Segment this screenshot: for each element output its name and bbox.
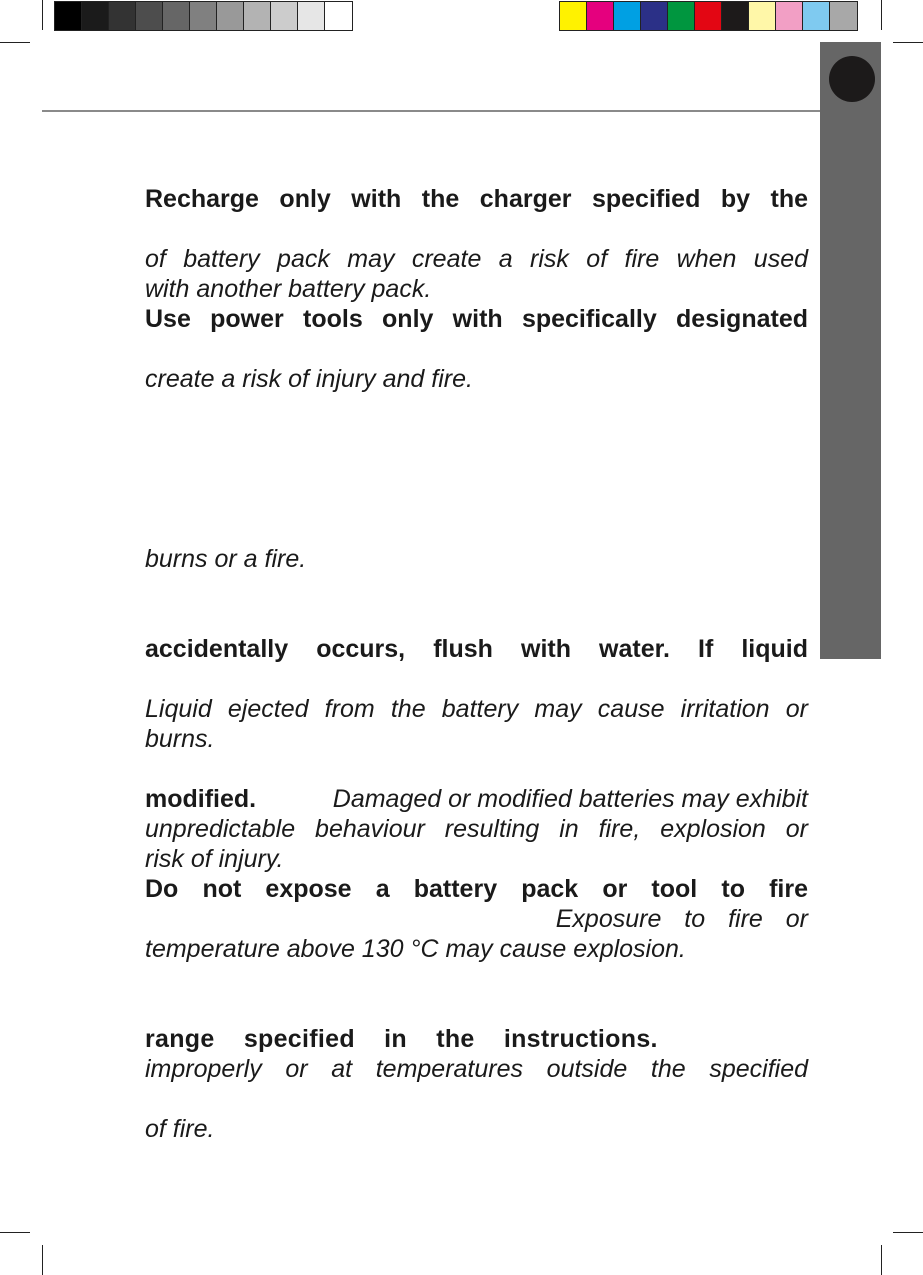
text-line: burns or a fire. — [145, 545, 307, 573]
text-line: range specified in the instructions. — [145, 1025, 658, 1053]
text-line: Recharge only with the charger specified by the — [145, 185, 808, 213]
crop-mark — [0, 1232, 30, 1233]
text-line: Exposure to fire or — [555, 905, 808, 933]
gray-swatch — [82, 2, 109, 30]
gray-swatch — [325, 2, 352, 30]
text-line: unpredictable behaviour resulting in fire, explosion or — [145, 815, 808, 843]
color-swatch — [749, 2, 776, 30]
crop-mark — [42, 0, 43, 30]
header-rule — [42, 110, 820, 112]
gray-swatch — [109, 2, 136, 30]
crop-mark — [881, 1245, 882, 1275]
text-line: of battery pack may create a risk of fire when used — [145, 245, 808, 273]
text-line: Liquid ejected from the battery may cause irritation or — [145, 695, 808, 723]
color-swatch — [830, 2, 857, 30]
text-line: Do not expose a battery pack or tool to fire — [145, 875, 808, 903]
crop-mark — [0, 42, 30, 43]
text-line: burns. — [145, 725, 215, 753]
text-line — [145, 784, 808, 814]
gray-swatch — [271, 2, 298, 30]
text-line: with another battery pack. — [145, 275, 432, 303]
gray-swatch — [217, 2, 244, 30]
text-line: of fire. — [145, 1115, 215, 1143]
section-marker-dot — [829, 56, 875, 102]
gray-swatch — [298, 2, 325, 30]
gray-swatch — [163, 2, 190, 30]
crop-mark — [893, 1232, 923, 1233]
color-swatch — [614, 2, 641, 30]
color-registration-bar — [559, 1, 858, 31]
crop-mark — [893, 42, 923, 43]
gray-registration-bar — [54, 1, 353, 31]
crop-mark — [881, 0, 882, 30]
gray-swatch — [55, 2, 82, 30]
color-swatch — [695, 2, 722, 30]
section-side-tab — [820, 42, 881, 659]
color-swatch — [560, 2, 587, 30]
color-swatch — [641, 2, 668, 30]
color-swatch — [587, 2, 614, 30]
text-line: improperly or at temperatures outside the specified — [145, 1055, 808, 1083]
color-swatch — [668, 2, 695, 30]
text-line: create a risk of injury and fire. — [145, 365, 473, 393]
color-swatch — [776, 2, 803, 30]
color-swatch — [803, 2, 830, 30]
color-swatch — [722, 2, 749, 30]
crop-mark — [42, 1245, 43, 1275]
text-line: Use power tools only with specifically designated — [145, 305, 808, 333]
text-line: risk of injury. — [145, 845, 284, 873]
text-line: accidentally occurs, flush with water. If liquid — [145, 635, 808, 663]
gray-swatch — [244, 2, 271, 30]
gray-swatch — [136, 2, 163, 30]
gray-swatch — [190, 2, 217, 30]
text-line: temperature above 130 °C may cause explosion. — [145, 935, 686, 963]
text-bold-run: modified. — [145, 785, 257, 813]
text-italic-run: Damaged or modified batteries may exhibit — [332, 785, 808, 813]
